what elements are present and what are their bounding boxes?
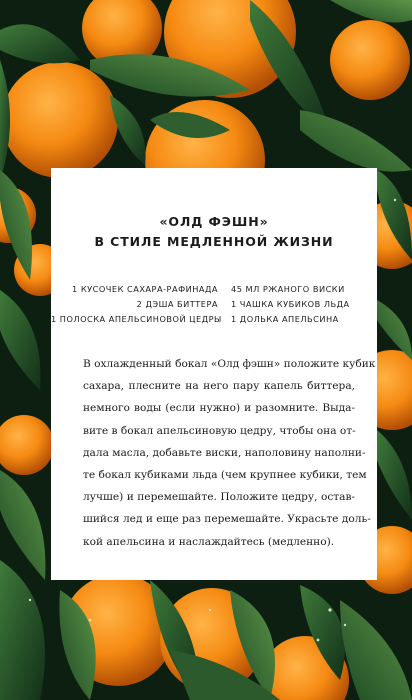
ingredient-item: 1 ПОЛОСКА АПЕЛЬСИНОВОЙ ЦЕДРЫ [51, 314, 222, 324]
recipe-method-text [83, 353, 376, 553]
ingredients-left-column [51, 282, 225, 327]
recipe-card [51, 168, 377, 580]
method-line: те бокал кубиками льда (чем крупнее кубики, тем [83, 469, 367, 482]
method-line: вите в бокал апельсиновую цедру, чтобы она от- [83, 424, 356, 437]
ingredient-item: 45 МЛ РЖАНОГО ВИСКИ [231, 284, 345, 294]
method-line: немного воды (если нужно) и разомните. Выда- [83, 402, 355, 415]
method-line: шийся лед и еще раз перемешайте. Украсьте доль- [83, 513, 371, 526]
ingredient-item: 1 ЧАШКА КУБИКОВ ЛЬДА [231, 299, 350, 309]
ingredients-list [51, 282, 377, 327]
ingredients-right-column [225, 282, 377, 327]
method-line: лучше) и перемешайте. Положите цедру, остав- [83, 491, 355, 504]
method-line: кой апельсина и наслаждайтесь (медленно). [83, 535, 335, 548]
recipe-title-line2: В СТИЛЕ МЕДЛЕННОЙ ЖИЗНИ [94, 234, 334, 249]
ingredient-item: 1 ДОЛЬКА АПЕЛЬСИНА [231, 314, 339, 324]
method-line: дала масла, добавьте виски, наполовину наполни- [83, 446, 366, 459]
recipe-title [51, 212, 377, 252]
method-line: сахара, плесните на него пару капель биттера, [83, 380, 355, 393]
ingredient-item: 1 КУСОЧЕК САХАРА-РАФИНАДА [72, 284, 218, 294]
ingredient-item: 2 ДЭША БИТТЕРА [136, 299, 218, 309]
method-line: В охлажденный бокал «Олд фэшн» положите кубик [83, 358, 376, 370]
recipe-title-line1: «ОЛД ФЭШН» [159, 214, 269, 229]
